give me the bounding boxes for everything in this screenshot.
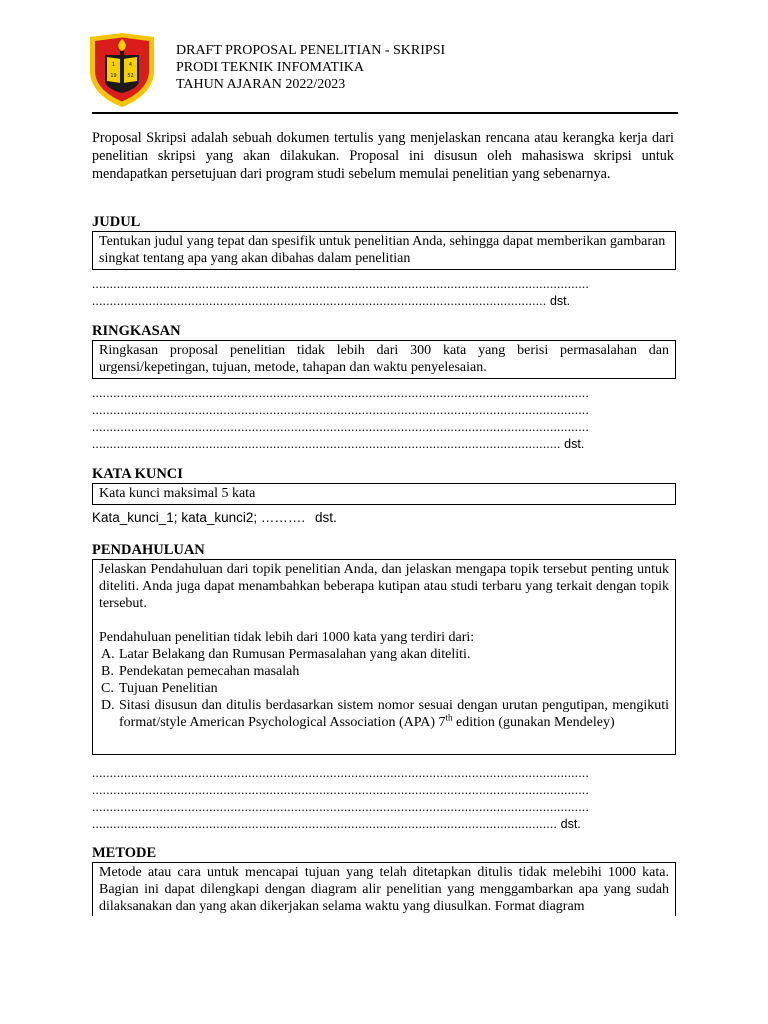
header-line-3: TAHUN AJARAN 2022/2023 bbox=[176, 77, 346, 92]
section-title-kata-kunci: KATA KUNCI bbox=[92, 466, 183, 482]
header-divider bbox=[92, 112, 678, 114]
section-title-metode: METODE bbox=[92, 845, 157, 861]
logo-digit: 1 bbox=[111, 62, 116, 68]
section-title-ringkasan: RINGKASAN bbox=[92, 323, 181, 339]
list-item-text: Latar Belakang dan Rumusan Permasalahan yang akan diteliti. bbox=[119, 647, 471, 662]
list-item bbox=[99, 663, 669, 680]
pendahuluan-paragraph-1: Jelaskan Pendahuluan dari topik penelitian Anda, dan jelaskan mengapa topik tersebut penting untuk diteliti. Anda juga dapat menambahkan beberapa kutipan atau studi terbaru yang terkait dengan topik tersebut. bbox=[99, 562, 669, 611]
section-title-pendahuluan: PENDAHULUAN bbox=[92, 542, 205, 558]
dst-label: dst. bbox=[560, 817, 581, 831]
keyword-dots: ………. bbox=[260, 510, 306, 525]
list-item-text: Tujuan Penelitian bbox=[119, 681, 218, 696]
dst-label: dst. bbox=[564, 437, 585, 451]
superscript-th: th bbox=[445, 712, 453, 723]
kata-kunci-instruction-box: Kata kunci maksimal 5 kata bbox=[92, 483, 676, 505]
list-item bbox=[99, 646, 669, 663]
ringkasan-instruction-box: Ringkasan proposal penelitian tidak lebih dari 300 kata yang berisi permasalahan dan urgensi/kepetingan, tujuan, metode, tahapan dan waktu penyelesaian. bbox=[92, 340, 676, 379]
keyword-1: Kata_kunci_1; bbox=[92, 510, 178, 525]
list-item bbox=[99, 697, 669, 731]
list-item bbox=[99, 680, 669, 697]
list-marker: A. bbox=[101, 647, 115, 662]
logo-digit: 4 bbox=[128, 62, 133, 68]
ringkasan-fill-lines[interactable]: ............................................................................................................................................ ............................................................................................................................................ ............................................................................................................................................ .................................................................................................................................... dst. bbox=[92, 385, 589, 451]
pendahuluan-instruction-box bbox=[92, 559, 676, 755]
list-marker: C. bbox=[101, 681, 114, 696]
list-marker: D. bbox=[101, 698, 115, 713]
header-line-1: DRAFT PROPOSAL PENELITIAN - SKRIPSI bbox=[176, 43, 446, 58]
judul-instruction-box: Tentukan judul yang tepat dan spesifik untuk penelitian Anda, sehingga dapat memberikan gambaran singkat tentang apa yang akan dibahas dalam penelitian bbox=[92, 231, 676, 270]
list-item-text: Pendekatan pemecahan masalah bbox=[119, 664, 300, 679]
metode-instruction-box: Metode atau cara untuk mencapai tujuan yang telah ditetapkan ditulis tidak melebihi 1000 kata. Bagian ini dapat dilengkapi dengan diagram alir penelitian yang menggambarkan apa yang sudah dilaksanakan dan yang akan dikerjakan selama waktu yang diusulkan. Format diagram bbox=[92, 862, 676, 916]
header-line-2: PRODI TEKNIK INFOMATIKA bbox=[176, 60, 364, 75]
logo-digit: 52 bbox=[127, 73, 134, 79]
pendahuluan-fill-lines[interactable]: ............................................................................................................................................ ............................................................................................................................................ ............................................................................................................................................ ................................................................................................................................... dst. bbox=[92, 765, 589, 831]
dst-label: dst. bbox=[549, 294, 571, 308]
list-marker: B. bbox=[101, 664, 114, 679]
judul-fill-lines[interactable]: ............................................................................................................................................ ................................................................................................................................ dst. bbox=[92, 276, 589, 308]
list-item-text-tail: edition (gunakan Mendeley) bbox=[452, 715, 615, 730]
keyword-dst: dst. bbox=[314, 510, 337, 525]
keyword-2: kata_kunci2; bbox=[181, 510, 258, 525]
logo-digit: 19 bbox=[110, 73, 117, 79]
section-title-judul: JUDUL bbox=[92, 214, 141, 230]
university-shield-logo bbox=[86, 31, 158, 109]
pendahuluan-list bbox=[99, 646, 669, 731]
document-header bbox=[176, 42, 445, 93]
keyword-line[interactable] bbox=[92, 510, 337, 525]
pendahuluan-paragraph-2: Pendahuluan penelitian tidak lebih dari 1000 kata yang terdiri dari: bbox=[99, 630, 475, 645]
list-item-text: Sitasi disusun dan ditulis berdasarkan sistem nomor sesuai dengan urutan pengutipan, mengikuti format/style American Psychological Association (APA) 7 bbox=[119, 698, 669, 730]
intro-paragraph: Proposal Skripsi adalah sebuah dokumen tertulis yang menjelaskan rencana atau kerangka kerja dari penelitian skripsi yang akan dilakukan. Proposal ini disusun oleh mahasiswa skripsi untuk mendapatkan persetujuan dari program studi sebelum memulai penelitian yang sebenarnya. bbox=[92, 130, 674, 182]
